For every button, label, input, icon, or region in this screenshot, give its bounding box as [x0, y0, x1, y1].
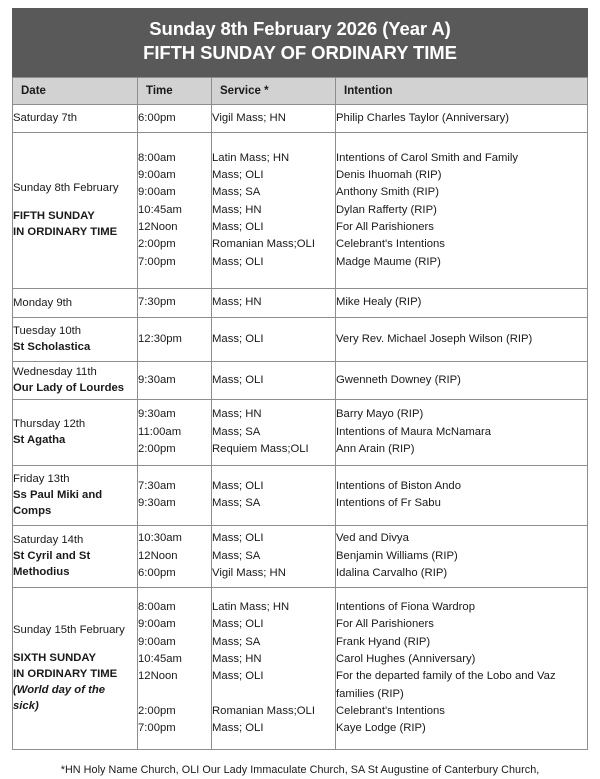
time-line: 2:00pm: [138, 442, 176, 455]
intention-line: For All Parishioners: [336, 220, 434, 233]
table-row: [13, 361, 588, 399]
time-line: 10:30am: [138, 532, 182, 545]
date-label: Sunday 15th February: [13, 624, 125, 637]
time-line: 2:00pm: [138, 238, 176, 251]
time-line: 12Noon: [138, 670, 178, 683]
date-feast-label: Comps: [13, 505, 52, 518]
cell-intention: [336, 104, 588, 132]
cell-date: [13, 361, 138, 399]
time-line: 7:00pm: [138, 255, 176, 268]
time-line: 9:30am: [138, 497, 176, 510]
service-line: Mass; OLI: [212, 220, 264, 233]
service-line: Mass; OLI: [212, 532, 264, 545]
time-line: 6:00pm: [138, 566, 176, 579]
time-line: 6:00pm: [138, 111, 176, 124]
intention-line: Benjamin Williams (RIP): [336, 549, 458, 562]
time-line: 9:30am: [138, 408, 176, 421]
time-line: 12Noon: [138, 220, 178, 233]
cell-time: [138, 361, 212, 399]
time-line: 8:00am: [138, 151, 176, 164]
service-line: Mass; OLI: [212, 670, 264, 683]
schedule-table: [12, 77, 588, 750]
time-line: 12:30pm: [138, 332, 182, 345]
intention-line: Philip Charles Taylor (Anniversary): [336, 111, 510, 124]
service-line: Mass; SA: [212, 425, 261, 438]
time-line: 7:30am: [138, 480, 176, 493]
date-feast-label: IN ORDINARY TIME: [13, 226, 118, 239]
church-abbreviation-footnote: *HN Holy Name Church, OLI Our Lady Immaculate Church, SA St Augustine of Canterbury Church,: [60, 763, 540, 776]
cell-time: [138, 288, 212, 317]
cell-time: [138, 525, 212, 587]
cell-service: [212, 361, 336, 399]
service-line: Mass; HN: [212, 203, 262, 216]
date-feast-label: St Scholastica: [13, 341, 91, 354]
service-line: Mass; OLI: [212, 169, 264, 182]
service-line: Latin Mass; HN: [212, 601, 290, 614]
date-feast-label: FIFTH SUNDAY: [13, 210, 95, 223]
service-line: Mass; OLI: [212, 722, 264, 735]
intention-line: Intentions of Carol Smith and Family: [336, 151, 519, 164]
intention-line: Intentions of Fr Sabu: [336, 497, 441, 510]
service-line: Vigil Mass; HN: [212, 566, 286, 579]
cell-time: [138, 104, 212, 132]
date-spacer: [13, 196, 137, 208]
table-row: [13, 132, 588, 288]
date-feast-label: Ss Paul Miki and: [13, 489, 103, 502]
cell-intention: [336, 288, 588, 317]
date-label: Thursday 12th: [13, 418, 86, 431]
service-line: Mass; OLI: [212, 255, 264, 268]
spacer-line: [212, 686, 335, 703]
service-line: Mass; HN: [212, 408, 262, 421]
cell-date: [13, 525, 138, 587]
cell-intention: [336, 132, 588, 288]
intention-line: Dylan Rafferty (RIP): [336, 203, 437, 216]
date-label: Saturday 7th: [13, 112, 78, 125]
cell-date: [13, 288, 138, 317]
date-label: Wednesday 11th: [13, 366, 97, 379]
intention-line: Carol Hughes (Anniversary): [336, 653, 476, 666]
cell-time: [138, 587, 212, 749]
time-line: 9:30am: [138, 373, 176, 386]
cell-service: [212, 288, 336, 317]
table-row: [13, 104, 588, 132]
intention-line: Ved and Divya: [336, 532, 409, 545]
table-body: [13, 104, 588, 749]
service-line: Mass; HN: [212, 296, 262, 309]
service-line: Requiem Mass;OLI: [212, 442, 309, 455]
service-line: Mass; HN: [212, 653, 262, 666]
cell-service: [212, 465, 336, 525]
table-row: [13, 587, 588, 749]
title-date-line: Sunday 8th February 2026 (Year A): [149, 18, 451, 39]
cell-time: [138, 465, 212, 525]
cell-intention: [336, 399, 588, 465]
service-line: Mass; SA: [212, 635, 261, 648]
cell-time: [138, 399, 212, 465]
time-line: 2:00pm: [138, 704, 176, 717]
cell-date: [13, 465, 138, 525]
cell-date: [13, 132, 138, 288]
date-label: Sunday 8th February: [13, 182, 119, 195]
cell-intention: [336, 587, 588, 749]
cell-date: [13, 399, 138, 465]
cell-service: [212, 132, 336, 288]
cell-intention: [336, 465, 588, 525]
cell-date: [13, 587, 138, 749]
intention-line: Celebrant's Intentions: [336, 704, 445, 717]
date-feast-label: St Cyril and St: [13, 550, 91, 563]
service-line: Mass; SA: [212, 549, 261, 562]
date-label: Saturday 14th: [13, 534, 84, 547]
date-spacer: [13, 638, 137, 650]
intention-line: Intentions of Maura McNamara: [336, 425, 492, 438]
column-header-intention: Intention: [336, 77, 588, 104]
time-line: 8:00am: [138, 601, 176, 614]
time-line: 10:45am: [138, 203, 182, 216]
service-line: Mass; SA: [212, 497, 261, 510]
cell-service: [212, 399, 336, 465]
table-header-row: [13, 77, 588, 104]
cell-service: [212, 587, 336, 749]
intention-line: For All Parishioners: [336, 618, 434, 631]
date-label: Tuesday 10th: [13, 325, 82, 338]
service-line: Mass; SA: [212, 186, 261, 199]
time-line: 9:00am: [138, 169, 176, 182]
service-line: Mass; OLI: [212, 480, 264, 493]
date-note-label: sick): [13, 700, 39, 713]
column-header-time: Time: [138, 77, 212, 104]
column-header-date: Date: [13, 77, 138, 104]
table-row: [13, 465, 588, 525]
date-feast-label: Our Lady of Lourdes: [13, 382, 125, 395]
date-label: Monday 9th: [13, 296, 73, 309]
intention-line: Ann Arain (RIP): [336, 442, 415, 455]
date-feast-label: SIXTH SUNDAY: [13, 652, 97, 665]
cell-service: [212, 317, 336, 361]
intention-line: Anthony Smith (RIP): [336, 186, 439, 199]
cell-intention: [336, 317, 588, 361]
time-line: 9:00am: [138, 635, 176, 648]
cell-time: [138, 132, 212, 288]
intention-line: For the departed family of the Lobo and Vaz families (RIP): [336, 670, 556, 700]
intention-line: Barry Mayo (RIP): [336, 408, 424, 421]
intention-line: Idalina Carvalho (RIP): [336, 566, 448, 579]
cell-date: [13, 104, 138, 132]
time-line: 9:00am: [138, 618, 176, 631]
intention-line: Intentions of Biston Ando: [336, 480, 461, 493]
service-line: Romanian Mass;OLI: [212, 704, 315, 717]
cell-intention: [336, 525, 588, 587]
time-line: 11:00am: [138, 425, 182, 438]
cell-intention: [336, 361, 588, 399]
table-header: [13, 77, 588, 104]
date-note-label: (World day of the: [13, 684, 106, 697]
title-banner: [12, 8, 588, 77]
service-line: Mass; OLI: [212, 332, 264, 345]
cell-service: [212, 104, 336, 132]
title-feast-line: FIFTH SUNDAY OF ORDINARY TIME: [143, 42, 457, 64]
date-feast-label: IN ORDINARY TIME: [13, 668, 118, 681]
intention-line: Very Rev. Michael Joseph Wilson (RIP): [336, 332, 533, 345]
intention-line: Gwenneth Downey (RIP): [336, 373, 461, 386]
date-feast-label: Methodius: [13, 566, 70, 579]
service-line: Mass; OLI: [212, 373, 264, 386]
intention-line: Mike Healy (RIP): [336, 296, 422, 309]
time-line: 10:45am: [138, 653, 182, 666]
time-line: 12Noon: [138, 549, 178, 562]
service-line: Vigil Mass; HN: [212, 111, 286, 124]
intention-line: Denis Ihuomah (RIP): [336, 169, 442, 182]
intention-line: Celebrant's Intentions: [336, 238, 445, 251]
intention-line: Intentions of Fiona Wardrop: [336, 601, 475, 614]
table-row: [13, 288, 588, 317]
date-label: Friday 13th: [13, 473, 70, 486]
table-row: [13, 525, 588, 587]
cell-service: [212, 525, 336, 587]
service-line: Latin Mass; HN: [212, 151, 290, 164]
column-header-service: Service *: [212, 77, 336, 104]
intention-line: Frank Hyand (RIP): [336, 635, 431, 648]
table-row: [13, 399, 588, 465]
cell-date: [13, 317, 138, 361]
time-line: 7:30pm: [138, 296, 176, 309]
intention-line: Kaye Lodge (RIP): [336, 722, 426, 735]
time-line: 9:00am: [138, 186, 176, 199]
service-line: Mass; OLI: [212, 618, 264, 631]
date-feast-label: St Agatha: [13, 434, 66, 447]
intention-line: Madge Maume (RIP): [336, 255, 441, 268]
time-line: 7:00pm: [138, 722, 176, 735]
table-row: [13, 317, 588, 361]
cell-time: [138, 317, 212, 361]
service-line: Romanian Mass;OLI: [212, 238, 315, 251]
spacer-line: [138, 686, 211, 703]
